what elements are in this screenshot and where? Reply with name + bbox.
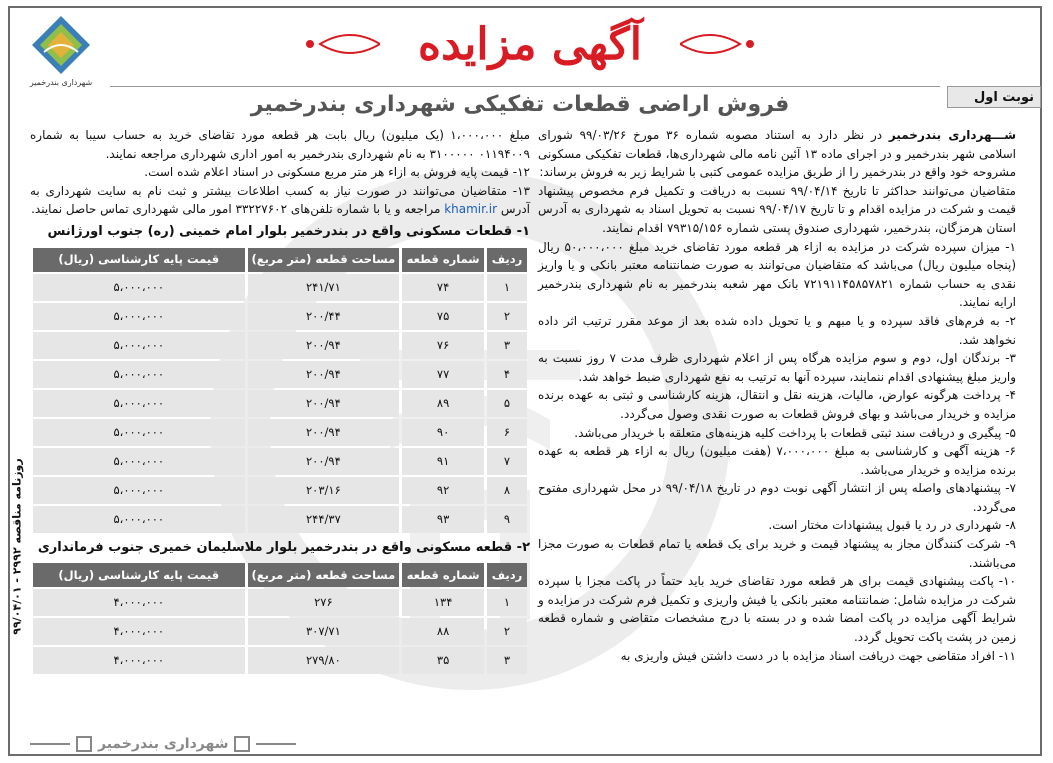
clause: ۱- میزان سپرده شرکت در مزایده به ازاء هر قطعه مورد تقاضای خرید مبلغ ۵۰،۰۰۰،۰۰۰ ریال (پنجاه میلیون ریال) می‌باشد که متقاضیان می‌توانند به صورت ضمانتنامه معتبر بانکی و یا واریز نقدی به حساب شماره ۷۲۱۹۱۱۴۵۸۵۷۸۲۱ بانک مهر شعبه بندرخمیر به نام شهرداری بندرخمیر ارایه نمایند. [538, 239, 1016, 310]
clause-13-text-b: مراجعه و یا با شماره تلفن‌های ۳۳۲۲۷۶۰۲ امور مالی شهرداری تماس حاصل نمایند. [31, 202, 445, 217]
cell-row: ۱ [487, 589, 527, 616]
cell-price: ۵،۰۰۰،۰۰۰ [33, 332, 245, 359]
cell-lot: ۷۵ [402, 303, 484, 330]
cell-lot: ۳۵ [402, 647, 484, 674]
cell-lot: ۸۹ [402, 390, 484, 417]
footer-line-icon [30, 743, 70, 745]
cell-row: ۹ [487, 506, 527, 533]
section-1-table [30, 246, 530, 535]
cell-price: ۴،۰۰۰،۰۰۰ [33, 589, 245, 616]
header-row-number: ردیف [487, 248, 527, 272]
logo-caption: شهرداری بندرخمیر [29, 78, 93, 87]
clause: ۵- پیگیری و دریافت سند ثبتی قطعات با پرداخت کلیه هزینه‌های متعلقه با خریدار می‌باشد. [574, 425, 1016, 440]
clause: متقاضیان می‌توانند حداکثر تا تاریخ ۹۹/۰۴/۱۴ نسبت به دریافت و تکمیل فرم مخصوص پیشنهاد قیمت و شرکت در مزایده اقدام و تا تاریخ ۹۹/۰۴/۱۷ نسبت به تحویل اسناد به شهرداری به آدرس استان هرمزگان، بندرخمیر، شهرداری صندوق پستی شماره ۷۹۳۱۵/۱۵۶ اقدام نمایند. [538, 183, 1017, 235]
clause: ۷- پیشنهادهای واصله پس از انتشار آگهی نوبت دوم در تاریخ ۹۹/۰۴/۱۸ در محل شهرداری مفتوح می‌گردد. [538, 481, 1016, 514]
clause: ۹- شرکت کنندگان مجاز به پیشنهاد قیمت و خرید برای یک قطعه یا تمام قطعات به صورت مجزا می‌باشند. [538, 537, 1016, 570]
table-row [33, 506, 527, 533]
cell-row: ۴ [487, 361, 527, 388]
header-lot-number: شماره قطعه [402, 248, 484, 272]
clause-13-text-a: ۱۳- متقاضیان می‌توانند در صورت نیاز به کسب اطلاعات بیشتر و ثبت نام به سایت شهرداری به آدرس [30, 183, 530, 217]
section-1-title: ۱- قطعات مسکونی واقع در بندرخمیر بلوار امام خمینی (ره) جنوب اورژانس [47, 223, 530, 239]
cell-price: ۵،۰۰۰،۰۰۰ [33, 419, 245, 446]
cell-area: ۲۷۹/۸۰ [248, 647, 400, 674]
table-row [33, 618, 527, 645]
cell-lot: ۱۳۴ [402, 589, 484, 616]
footer-square-icon [76, 736, 92, 752]
clause: ۱۰- پاکت پیشنهادی قیمت برای هر قطعه مورد تقاضای خرید باید حتماً در پاکت مجزا با سپرده شرکت در مزایده شامل: ضمانتنامه معتبر بانکی یا فیش واریزی و تکمیل فرم شرکت در مزایده و شرایط آگهی مزایده در پاکت امضا شده و در بسته با درج مشخصات متقاضی و شماره قطعه زمین در پشت پاکت تحویل گردد. [538, 574, 1016, 645]
newspaper-issue-caption: روزنامه مناقصه ۲۹۹۲ - ۹۹/۰۴/۰۱ [10, 458, 24, 635]
cell-price: ۵،۰۰۰،۰۰۰ [33, 303, 245, 330]
cell-row: ۷ [487, 448, 527, 475]
clause-13 [30, 182, 530, 219]
left-column [30, 126, 530, 736]
cell-price: ۵،۰۰۰،۰۰۰ [33, 390, 245, 417]
table-row [33, 589, 527, 616]
header-price: قیمت پایه کارشناسی (ریال) [33, 563, 245, 587]
cell-price: ۵،۰۰۰،۰۰۰ [33, 506, 245, 533]
cell-lot: ۹۱ [402, 448, 484, 475]
table-row [33, 361, 527, 388]
cell-price: ۵،۰۰۰،۰۰۰ [33, 274, 245, 301]
cell-area: ۲۰۰/۹۴ [248, 361, 400, 388]
cell-area: ۲۰۳/۱۶ [248, 477, 400, 504]
cell-price: ۴،۰۰۰،۰۰۰ [33, 647, 245, 674]
table-row [33, 448, 527, 475]
cell-row: ۶ [487, 419, 527, 446]
table-row [33, 477, 527, 504]
clause: ۴- پرداخت هرگونه عوارض، مالیات، هزینه نقل و انتقال، هزینه کارشناسی و ثبتی به عهده برنده مزایده و خریدار می‌باشد و بهای فروش قطعات به صورت نقدی وصول می‌گردد. [538, 388, 1016, 421]
cell-price: ۵،۰۰۰،۰۰۰ [33, 477, 245, 504]
cell-area: ۳۰۷/۷۱ [248, 618, 400, 645]
left-continuation: مبلغ ۱،۰۰۰،۰۰۰ (یک میلیون) ریال بابت هر قطعه مورد تقاضای خرید به حساب سیبا به شماره ۰۱۱۹۴۰۰۹ ۳۱۰۰۰۰۰ به نام شهرداری بندرخمیر به امور اداری شهرداری مراجعه نمایند. [30, 128, 530, 161]
cell-lot: ۷۴ [402, 274, 484, 301]
cell-lot: ۷۶ [402, 332, 484, 359]
table-row [33, 303, 527, 330]
side-caption [8, 440, 26, 660]
cell-row: ۵ [487, 390, 527, 417]
page-subtitle: فروش اراضی قطعات تفکیکی شهرداری بندرخمیر [250, 92, 790, 117]
cell-row: ۸ [487, 477, 527, 504]
header-area: مساحت قطعه (متر مربع) [248, 248, 400, 272]
intro-text: در نظر دارد به استناد مصوبه شماره ۳۶ مورخ ۹۹/۰۳/۲۶ شورای اسلامی شهر بندرخمیر و در اجرای ماده ۱۳ آئین نامه مالی شهرداری‌ها، قطعات تفکیکی مسکونی مشروحه خود واقع در بندرخمیر را از طریق مزایده عمومی کتبی با شرایط زیر به فروش برساند: [538, 128, 1016, 180]
title-ornament-right-icon [680, 24, 780, 64]
table-row [33, 274, 527, 301]
footer [30, 734, 296, 754]
cell-row: ۱ [487, 274, 527, 301]
section-2-title: ۲- قطعه مسکونی واقع در بندرخمیر بلوار ملاسلیمان خمیری جنوب فرمانداری [37, 539, 530, 555]
table-row [33, 647, 527, 674]
cell-area: ۲۰۰/۹۴ [248, 390, 400, 417]
page-title: آگهی مزایده [418, 19, 642, 70]
footer-square-icon [234, 736, 250, 752]
cell-lot: ۷۷ [402, 361, 484, 388]
cell-area: ۲۷۶ [248, 589, 400, 616]
cell-area: ۲۰۰/۹۴ [248, 448, 400, 475]
cell-lot: ۹۳ [402, 506, 484, 533]
round-badge: نوبت اول [947, 86, 1041, 108]
website-link[interactable]: khamir.ir [444, 202, 498, 217]
logo-emblem-icon [30, 14, 92, 76]
clause: ۲- به فرم‌های فاقد سپرده و یا مبهم و یا تحویل داده شده بعد از موعد مقرر ترتیب اثر داده نخواهد شد. [538, 313, 1016, 347]
cell-lot: ۹۲ [402, 477, 484, 504]
footer-text: شهرداری بندرخمیر [98, 736, 229, 752]
header-divider [110, 86, 940, 87]
cell-lot: ۹۰ [402, 419, 484, 446]
header-row-number: ردیف [487, 563, 527, 587]
cell-row: ۳ [487, 332, 527, 359]
table-row [33, 419, 527, 446]
cell-area: ۲۰۰/۴۴ [248, 303, 400, 330]
clause: ۶- هزینه آگهی و کارشناسی به مبلغ ۷،۰۰۰،۰۰۰ (هفت میلیون) ریال به ازاء هر قطعه به عهده برنده مزایده و خریدار می‌باشد. [538, 444, 1016, 477]
intro-paragraph [538, 126, 1016, 182]
cell-area: ۲۰۰/۹۴ [248, 419, 400, 446]
cell-area: ۲۰۰/۹۴ [248, 332, 400, 359]
table-header-row [33, 563, 527, 587]
footer-line-icon [256, 743, 296, 745]
cell-price: ۵،۰۰۰،۰۰۰ [33, 448, 245, 475]
title-ornament-left-icon [280, 24, 380, 64]
cell-row: ۳ [487, 647, 527, 674]
cell-price: ۴،۰۰۰،۰۰۰ [33, 618, 245, 645]
clause: ۱۱- افراد متقاضی جهت دریافت اسناد مزایده با در دست داشتن فیش واریزی به [620, 648, 1016, 663]
clause: ۳- برندگان اول، دوم و سوم مزایده هرگاه پس از اعلام شهرداری ظرف مدت ۷ روز نسبت به واریز مبلغ پیشنهادی اقدام ننمایند، سپرده آنها به ترتیب به نفع شهرداری ضبط خواهد شد. [538, 351, 1016, 384]
cell-area: ۲۴۴/۳۷ [248, 506, 400, 533]
clause: ۸- شهرداری در رد یا قبول پیشنهادات مختار است. [768, 518, 1016, 533]
cell-price: ۵،۰۰۰،۰۰۰ [33, 361, 245, 388]
header-price: قیمت پایه کارشناسی (ریال) [33, 248, 245, 272]
cell-area: ۲۴۱/۷۱ [248, 274, 400, 301]
table-header-row [33, 248, 527, 272]
cell-lot: ۸۸ [402, 618, 484, 645]
section-2-table [30, 561, 530, 676]
intro-lead: شـــهرداری بندرخمیر [888, 128, 1017, 142]
clause-12: ۱۲- قیمت پایه فروش به ازاء هر متر مربع مسکونی در اسناد اعلام شده است. [144, 165, 530, 180]
cell-row: ۲ [487, 618, 527, 645]
table-row [33, 332, 527, 359]
right-column [538, 126, 1016, 736]
cell-row: ۲ [487, 303, 527, 330]
header-lot-number: شماره قطعه [402, 563, 484, 587]
municipality-logo [20, 14, 102, 106]
table-row [33, 390, 527, 417]
header-area: مساحت قطعه (متر مربع) [248, 563, 400, 587]
